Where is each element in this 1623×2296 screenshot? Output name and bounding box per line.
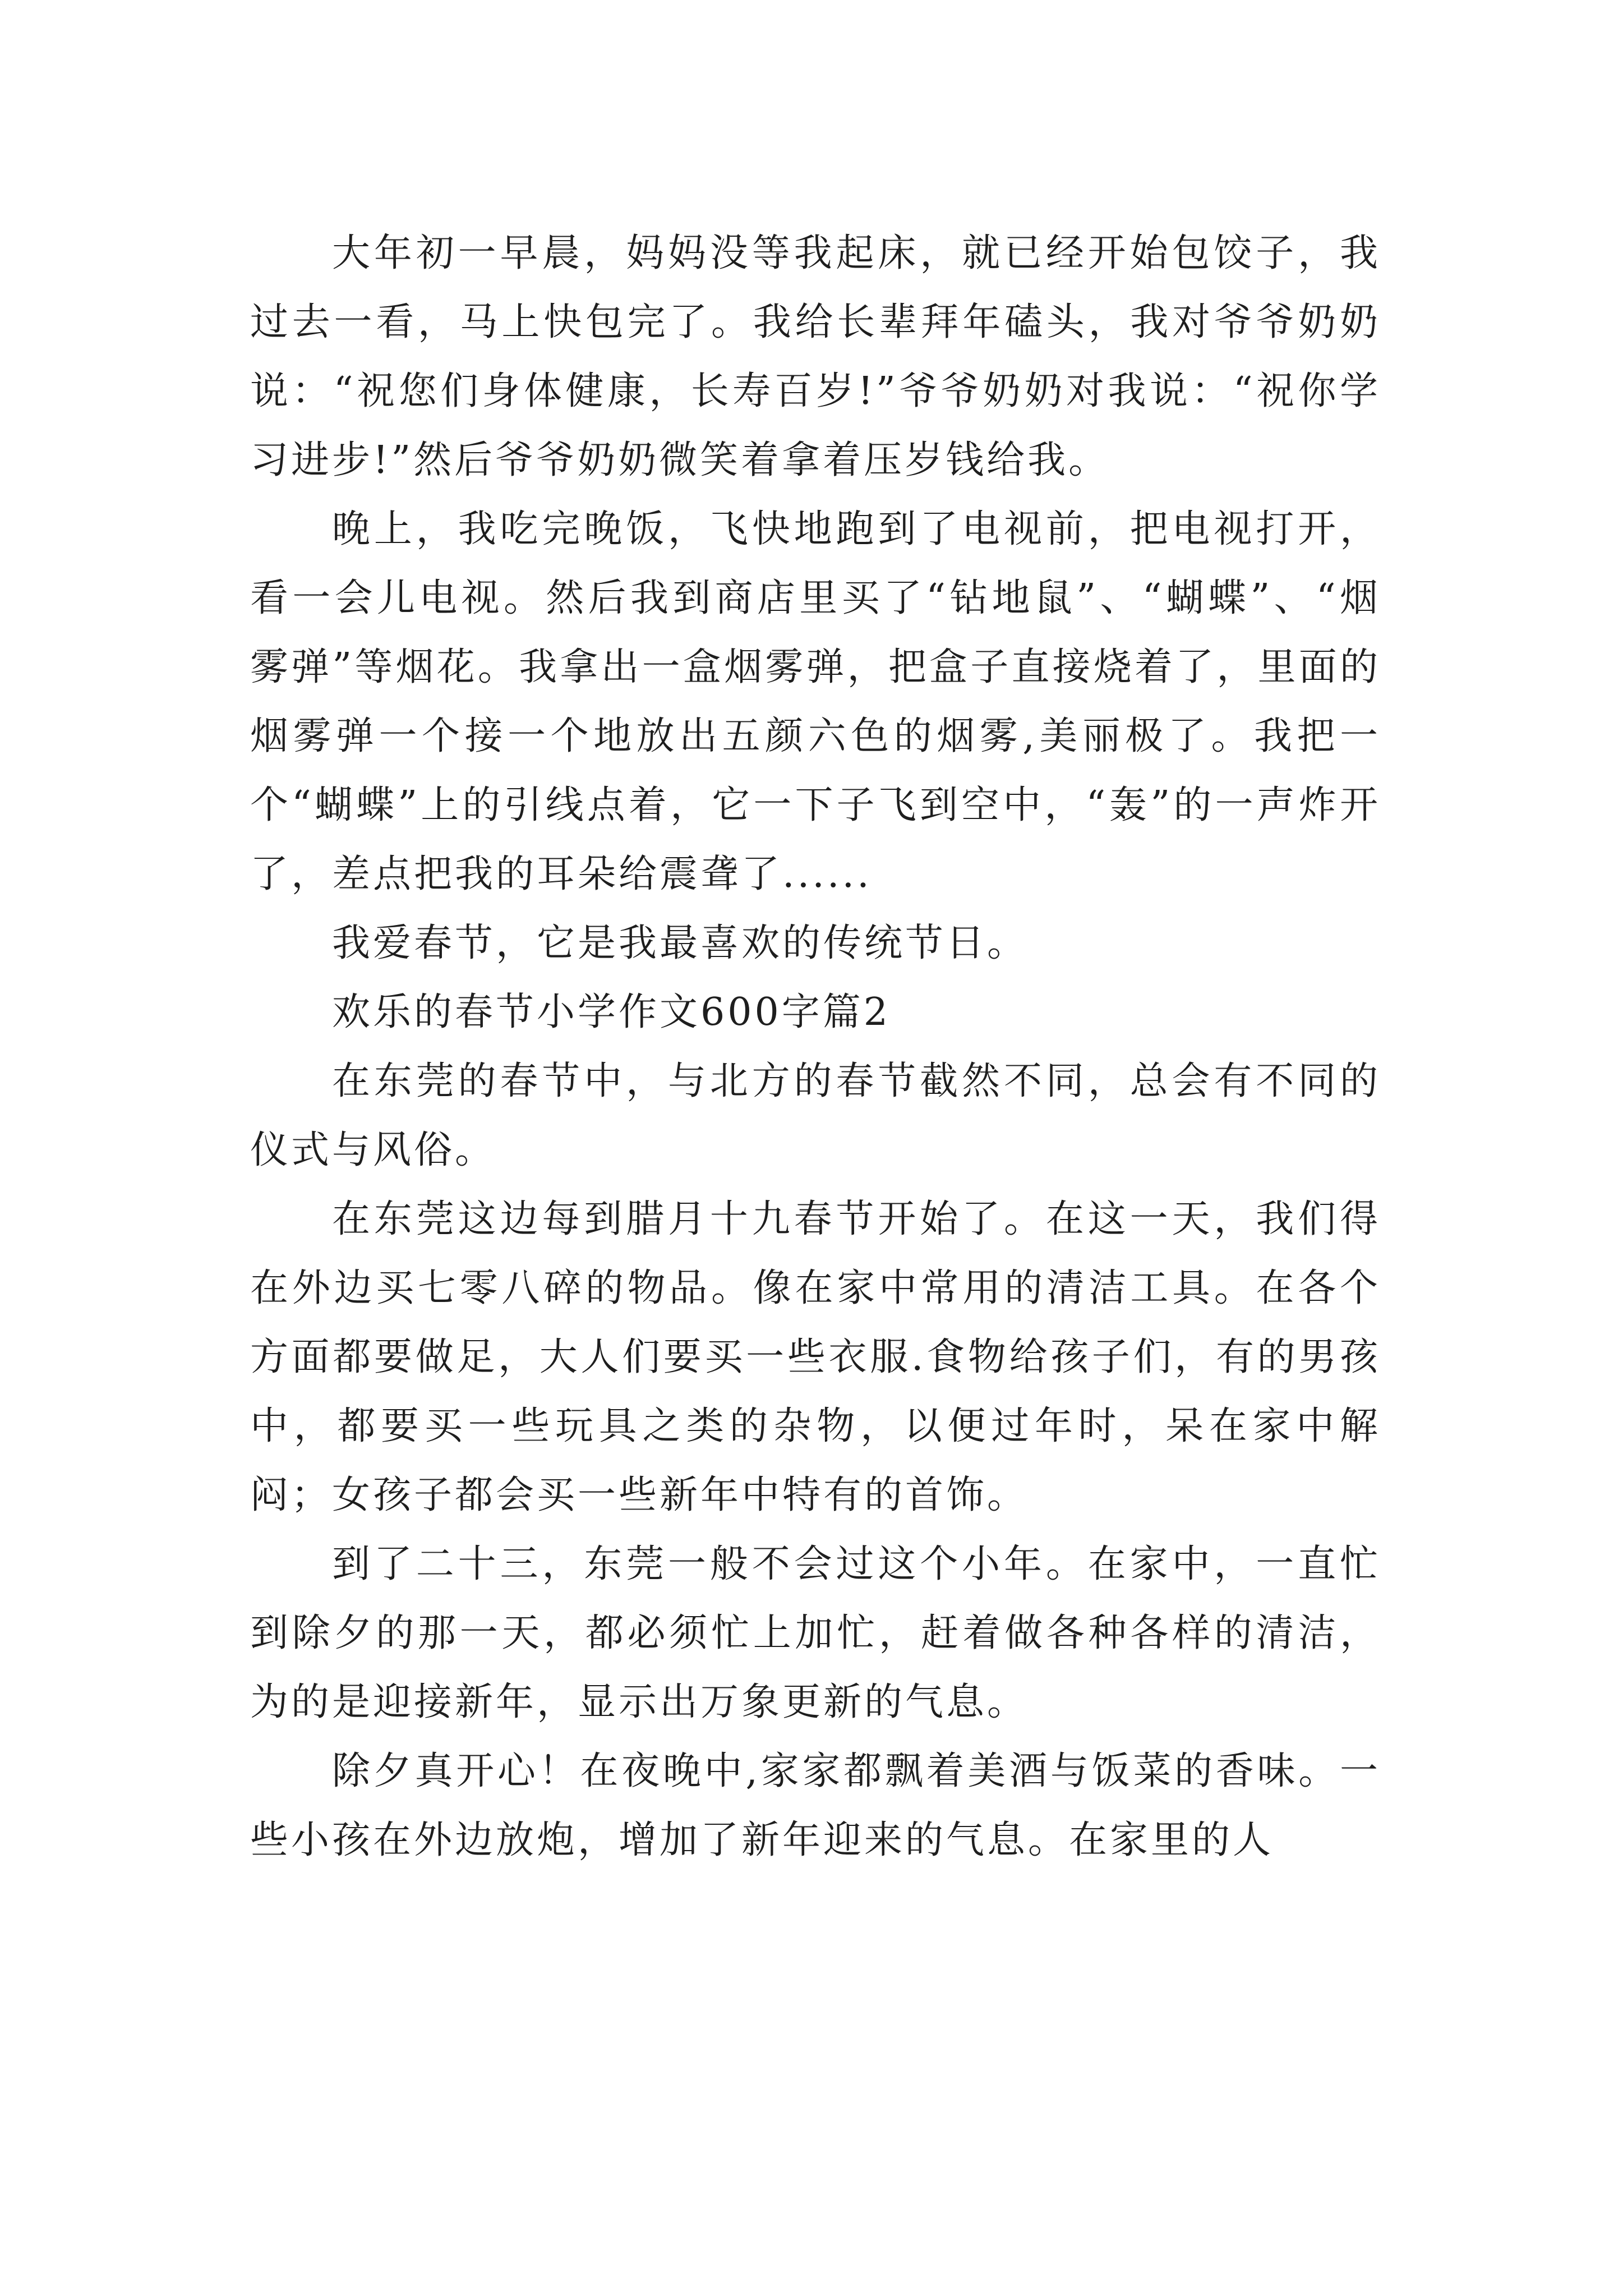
paragraph: 到了二十三，东莞一般不会过这个小年。在家中，一直忙到除夕的那一天，都必须忙上加忙，赶着做各种各样的清洁，为的是迎接新年，显示出万象更新的气息。 [250, 1542, 1381, 1724]
document-body [250, 219, 1381, 1875]
paragraph: 晚上，我吃完晚饭，飞快地跑到了电视前，把电视打开，看一会儿电视。然后我到商店里买了“钻地鼠”、“蝴蝶”、“烟雾弹”等烟花。我拿出一盒烟雾弹，把盒子直接烧着了，里面的烟雾弹一个接一个地放出五颜六色的烟雾,美丽极了。我把一个“蝴蝶”上的引线点着，它一下子飞到空中，“轰”的一声炸开了，差点把我的耳朵给震聋了...... [250, 507, 1381, 896]
paragraph: 大年初一早晨，妈妈没等我起床，就已经开始包饺子，我过去一看，马上快包完了。我给长辈拜年磕头，我对爷爷奶奶说：“祝您们身体健康，长寿百岁!”爷爷奶奶对我说：“祝你学习进步!”然后爷爷奶奶微笑着拿着压岁钱给我。 [250, 231, 1381, 482]
paragraph: 在东莞这边每到腊月十九春节开始了。在这一天，我们得在外边买七零八碎的物品。像在家中常用的清洁工具。在各个方面都要做足，大人们要买一些衣服.食物给孩子们，有的男孩中，都要买一些玩具之类的杂物，以便过年时，呆在家中解闷；女孩子都会买一些新年中特有的首饰。 [250, 1197, 1381, 1517]
paragraph: 我爱春节，它是我最喜欢的传统节日。 [332, 921, 1029, 965]
paragraph: 在东莞的春节中，与北方的春节截然不同，总会有不同的仪式与风俗。 [250, 1059, 1381, 1172]
paragraph: 除夕真开心！在夜晚中,家家都飘着美酒与饭菜的香味。一些小孩在外边放炮，增加了新年迎来的气息。在家里的人 [250, 1749, 1381, 1862]
section-heading: 欢乐的春节小学作文600字篇2 [332, 990, 891, 1034]
